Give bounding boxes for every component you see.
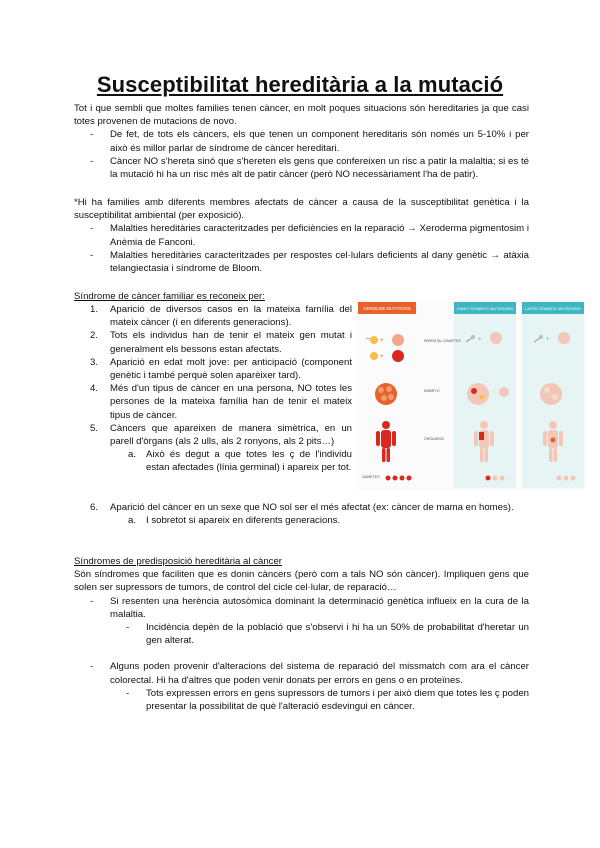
list-item: 3. Aparició en edat molt jove: per anticipació (component genètic i també perquè solen aparèixer tard). [90, 356, 352, 382]
intro-paragraph: Tot i que sembli que moltes families tenen càncer, en molt poques situacions són hereditaries ja que casi totes provenen de mutacions de novo. [74, 103, 529, 128]
list-item: 6. Aparició del càncer en un sexe que NO sol ser el més afectat (ex: càncer de mama en homes). [90, 502, 514, 513]
intro-section [74, 102, 529, 181]
svg-text:+: + [546, 337, 550, 343]
svg-text:+: + [380, 354, 384, 360]
list-item: 2. Tots els individus han de tenir el mateix gen mutat i generalment els bessons estan afectats. [90, 330, 352, 355]
list-subitem: a. I sobretot si apareix en diferents generacions. [128, 515, 341, 527]
row-label-gametes-bottom: GAMETES [362, 475, 380, 479]
familiar-list [74, 303, 352, 475]
mutations-figure [356, 300, 586, 490]
predisposicio-bullet: - Alguns poden provenir d'alteracions del sistema de reparació del missmatch com ara el càncer colorectal. Hi ha d'altres que poden venir donats per errors en gens o en proteïnes. [74, 660, 529, 686]
predisposicio-subbullet: - Incidència depèn de la població que s'observi i hi ha un 50% de probabilitat d'heretar un gen alterat. [74, 621, 529, 647]
intro-bullet: - De fet, de tots els càncers, els que tenen un component hereditaris són només un 5-10% i per això és millor parlar de síndrome de càncer hereditari. [74, 128, 529, 154]
predisposicio-heading: Síndromes de predisposició hereditària al càncer [74, 556, 282, 567]
later-embryo-icon [540, 383, 562, 405]
list-item: 4. Més d'un tipus de càncer en una persona, NO totes les persones de la mateixa família han de tenir el mateix tipus de càncer. [90, 383, 352, 421]
svg-text:+: + [380, 338, 384, 344]
familiar-heading: Síndrome de càncer familiar es reconeix per: [74, 291, 265, 302]
row-label-embryo: EMBRYO [424, 389, 440, 393]
list-item: 5. Càncers que apareixen de manera simètrica, en un parell d'òrgans (als 2 ulls, als 2 ronyons, als 2 pits…) [90, 422, 352, 448]
list-item: 1. Aparició de diversos casos en la mateixa família del mateix càncer (i en diferents generacions). [90, 304, 352, 329]
list-subitem: a. Això és degut a que totes les ç de l'individu estan afectades (línia germinal) i apareix per tot. [128, 449, 352, 474]
row-label-gametes: PARENTAL GAMETES [424, 339, 461, 343]
families-paragraph: *Hi ha families amb diferents membres afectats de càncer a causa de la susceptibilitat genètica i la susceptibilitat ambiental (per exposició). [74, 197, 529, 222]
familiar-item-6 [74, 501, 529, 527]
families-bullet: - Malalties hereditàries caracteritzades per deficiències en la reparació → Xeroderma pigmentosim i Anèmia de Fanconi. [74, 222, 529, 248]
later-gametes-bottom [557, 476, 576, 481]
predisposicio-subbullet: - Tots expressen errors en gens supressors de tumors i per això diem que totes les ç poden presentar la possibilitat de què l'alteració esdevingui en càncer. [74, 687, 529, 713]
page-title: Susceptibilitat hereditària a la mutació [96, 72, 504, 97]
svg-text:+: + [478, 337, 482, 343]
row-label-organism: ORGANISM [424, 437, 444, 441]
early-label: EARLY SOMATIC MUTATIONS [457, 306, 513, 311]
predisposicio-bullet: - Si resenten una herència autosòmica dominant la determinació genètica influeix en la cura de la malaltia. [74, 595, 529, 621]
spacer [74, 647, 529, 660]
germline-embryo-icon [375, 383, 397, 405]
germline-label: GERMLINE MUTATIONS [363, 306, 411, 311]
families-bullet: - Malalties hereditàries caracteritzades per respostes cel·lulars deficients al dany genètic → atàxia telangiectasia i síndrome de Bloom. [74, 249, 529, 275]
families-section [74, 196, 529, 275]
predisposicio-paragraph: Són síndromes que faciliten que es donin càncers (però com a tals NO són càncer). Impliquen gens que solen ser supressors de tumors, de control del cicle cel·lular, de reparació… [74, 569, 529, 594]
early-gametes-bottom [486, 476, 505, 481]
predisposicio-section [74, 555, 529, 713]
intro-bullet: - Càncer NO s'hereta sinó que s'hereten els gens que confereixen un risc a patir la malaltia; si es té la mutació hi ha un risc més alt de patir càncer (però NO necessàriament l'ha de patir). [74, 155, 529, 181]
later-label: LATER SOMATIC MUTATIONS [525, 306, 581, 311]
